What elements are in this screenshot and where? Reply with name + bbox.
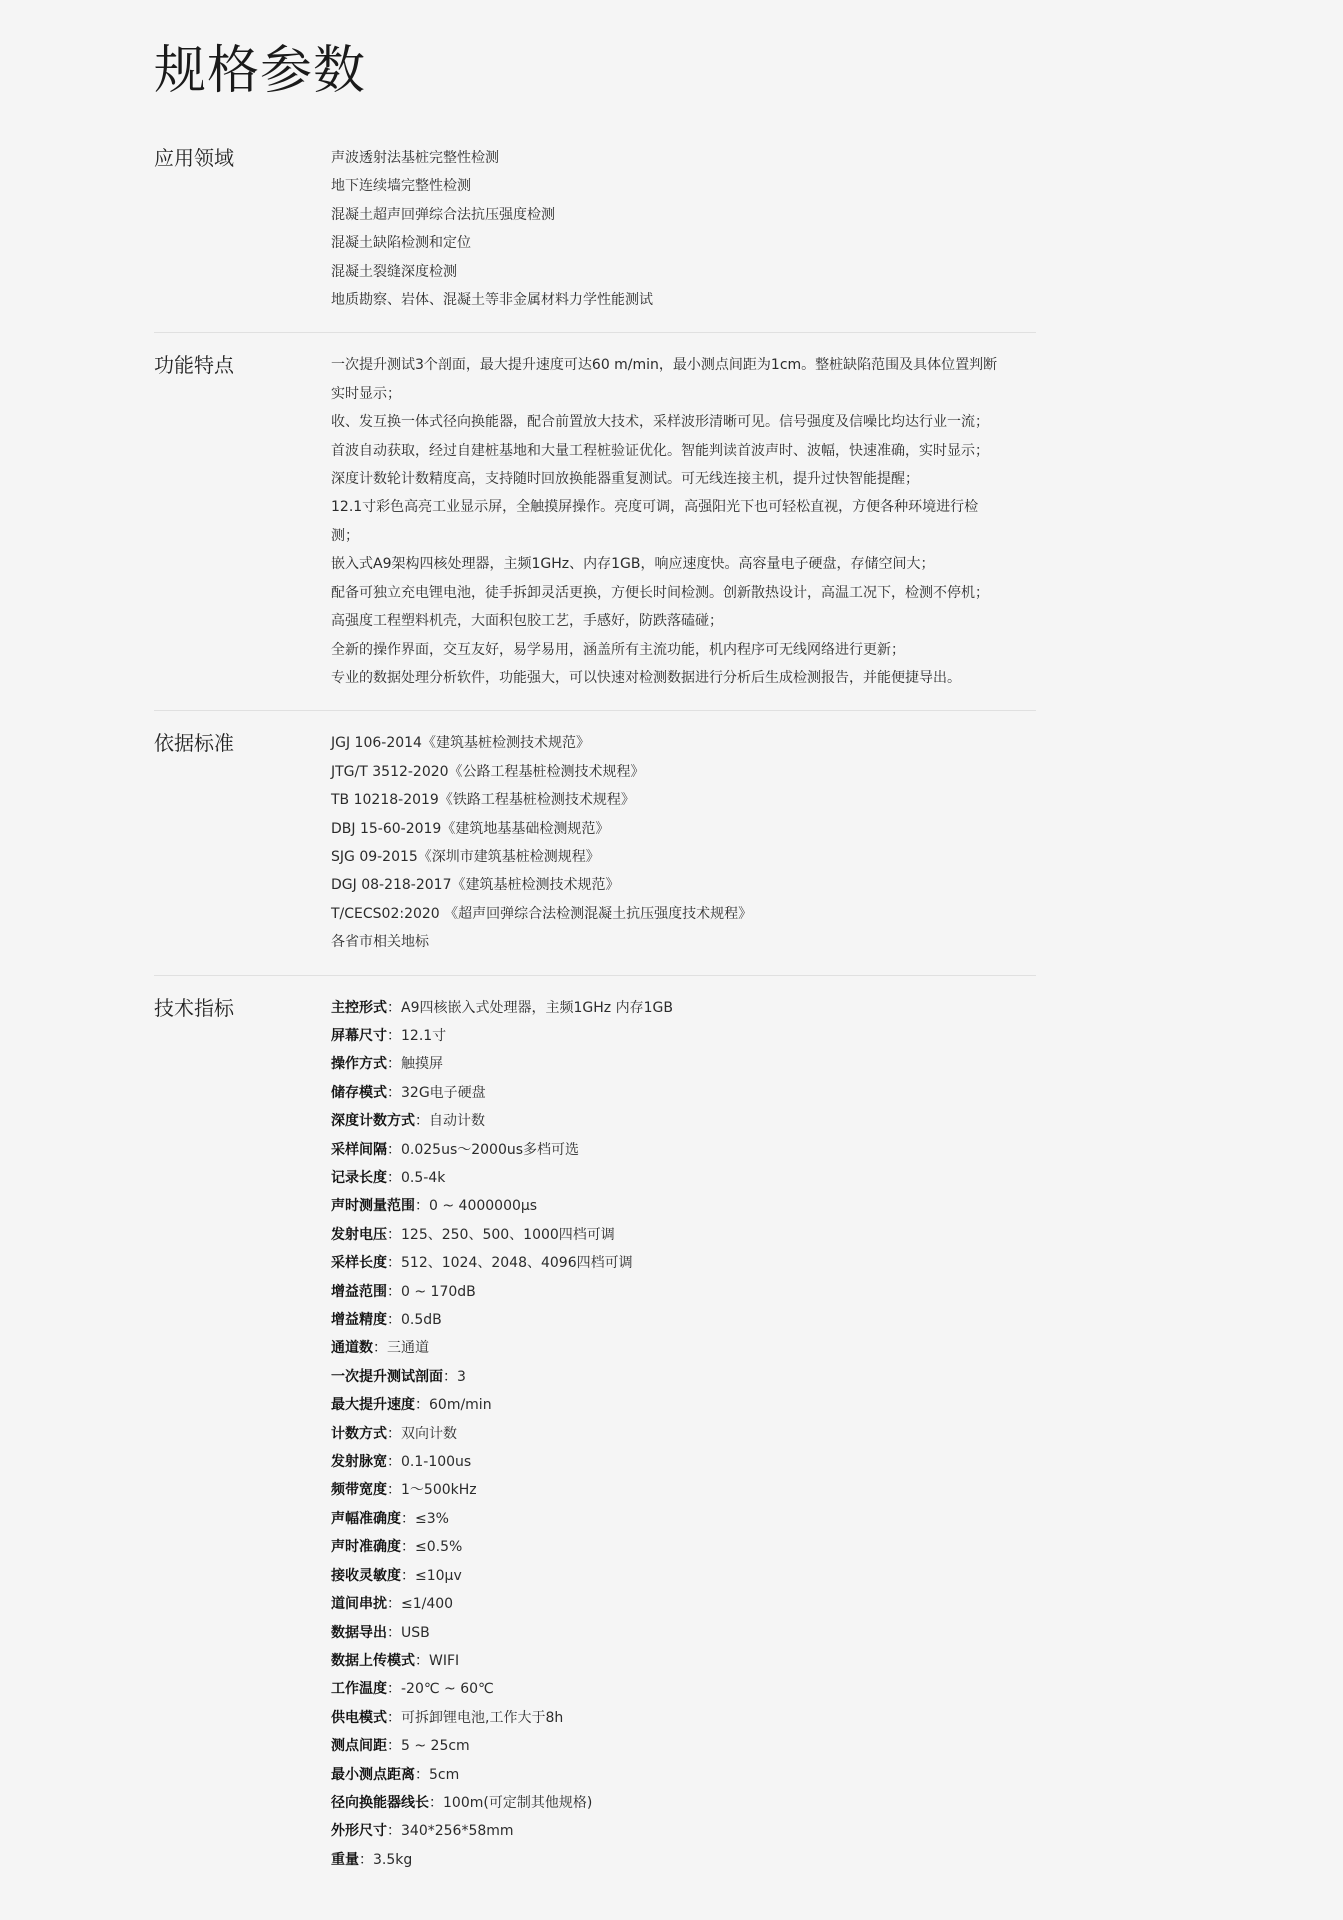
spec-separator: ： bbox=[387, 1624, 401, 1641]
spec-value: 3 bbox=[457, 1368, 466, 1385]
feature-line: 首波自动获取，经过自建桩基地和大量工程桩验证优化。智能判读首波声时、波幅，快速准确，实时显示； bbox=[331, 442, 989, 459]
spec-value: 125、250、500、1000四档可调 bbox=[401, 1226, 615, 1243]
spec-key: 发射脉宽 bbox=[331, 1454, 387, 1471]
spec-separator: ： bbox=[359, 1851, 373, 1868]
spec-separator: ： bbox=[387, 1738, 401, 1755]
spec-separator: ： bbox=[387, 1425, 401, 1442]
spec-key: 最大提升速度 bbox=[331, 1397, 415, 1414]
spec-row bbox=[331, 1334, 1036, 1362]
spec-key: 接收灵敏度 bbox=[331, 1567, 401, 1584]
spec-separator: ： bbox=[415, 1198, 429, 1215]
spec-value: -20℃ ~ 60℃ bbox=[401, 1681, 494, 1698]
spec-value: 可拆卸锂电池,工作大于8h bbox=[401, 1709, 564, 1726]
spec-value: 5cm bbox=[429, 1766, 460, 1783]
spec-key: 采样长度 bbox=[331, 1255, 387, 1272]
spec-separator: ： bbox=[387, 1454, 401, 1471]
spec-value: 32G电子硬盘 bbox=[401, 1084, 486, 1101]
spec-row bbox=[331, 1562, 1036, 1590]
feature-line: 嵌入式A9架构四核处理器，主频1GHz、内存1GB，响应速度快。高容量电子硬盘，存储空间大； bbox=[331, 556, 935, 573]
spec-value: 5 ~ 25cm bbox=[401, 1738, 470, 1755]
spec-value: 双向计数 bbox=[401, 1425, 457, 1442]
spec-separator: ： bbox=[415, 1652, 429, 1669]
spec-row bbox=[331, 1533, 1036, 1561]
spec-value: ≤0.5% bbox=[415, 1539, 463, 1556]
spec-row bbox=[331, 1505, 1036, 1533]
feature-line: 配备可独立充电锂电池，徒手拆卸灵活更换，方便长时间检测。创新散热设计，高温工况下，检测不停机； bbox=[331, 584, 989, 601]
spec-key: 屏幕尺寸 bbox=[331, 1027, 387, 1044]
spec-value: 1～500kHz bbox=[401, 1482, 477, 1499]
application-item: 混凝土超声回弹综合法抗压强度检测 bbox=[331, 206, 555, 223]
spec-key: 一次提升测试剖面 bbox=[331, 1368, 443, 1385]
section-applications bbox=[154, 143, 1036, 333]
spec-key: 主控形式 bbox=[331, 999, 387, 1016]
spec-value: 340*256*58mm bbox=[401, 1823, 514, 1840]
spec-value: 0.1-100us bbox=[401, 1454, 472, 1471]
feature-line: 收、发互换一体式径向换能器，配合前置放大技术，采样波形清晰可见。信号强度及信噪比均达行业一流； bbox=[331, 414, 989, 431]
feature-line: 测； bbox=[331, 527, 359, 544]
spec-key: 增益精度 bbox=[331, 1312, 387, 1329]
spec-separator: ： bbox=[387, 1056, 401, 1073]
spec-row bbox=[331, 1476, 1036, 1504]
spec-value: 3.5kg bbox=[373, 1851, 413, 1868]
spec-separator: ： bbox=[387, 999, 401, 1016]
section-standards bbox=[154, 728, 1036, 975]
spec-key: 储存模式 bbox=[331, 1084, 387, 1101]
spec-row bbox=[331, 1306, 1036, 1334]
spec-key: 通道数 bbox=[331, 1340, 373, 1357]
spec-value: WIFI bbox=[429, 1652, 460, 1669]
standard-list bbox=[331, 728, 1036, 956]
spec-row bbox=[331, 1420, 1036, 1448]
spec-separator: ： bbox=[387, 1170, 401, 1186]
application-list bbox=[331, 143, 1036, 314]
spec-row bbox=[331, 1022, 1036, 1050]
application-item: 混凝土缺陷检测和定位 bbox=[331, 235, 471, 252]
spec-row bbox=[331, 1136, 1036, 1164]
spec-key: 采样间隔 bbox=[331, 1141, 387, 1158]
spec-row bbox=[331, 1761, 1036, 1789]
spec-value: 0.5-4k bbox=[401, 1170, 446, 1186]
spec-value: 0 ~ 4000000μs bbox=[429, 1198, 538, 1215]
standard-item: DBJ 15-60-2019《建筑地基基础检测规范》 bbox=[331, 820, 610, 837]
spec-separator: ： bbox=[387, 1482, 401, 1499]
spec-key: 数据导出 bbox=[331, 1624, 387, 1641]
spec-value: ≤1/400 bbox=[401, 1596, 454, 1613]
spec-row bbox=[331, 1817, 1036, 1845]
spec-row bbox=[331, 1391, 1036, 1419]
spec-key: 测点间距 bbox=[331, 1738, 387, 1755]
feature-line: 一次提升测试3个剖面，最大提升速度可达60 m/min，最小测点间距为1cm。整桩缺陷范围及具体位置判断 bbox=[331, 357, 998, 374]
spec-key: 外形尺寸 bbox=[331, 1823, 387, 1840]
standard-item: SJG 09-2015《深圳市建筑基桩检测规程》 bbox=[331, 848, 600, 865]
standard-item: T/CECS02:2020 《超声回弹综合法检测混凝土抗压强度技术规程》 bbox=[331, 905, 753, 922]
spec-separator: ： bbox=[373, 1340, 387, 1357]
spec-key: 操作方式 bbox=[331, 1056, 387, 1073]
application-item: 混凝土裂缝深度检测 bbox=[331, 263, 457, 280]
standard-item: TB 10218-2019《铁路工程基桩检测技术规程》 bbox=[331, 792, 635, 809]
spec-value: ≤10μv bbox=[415, 1567, 462, 1584]
standard-item: 各省市相关地标 bbox=[331, 934, 429, 951]
standard-item: JGJ 106-2014《建筑基桩检测技术规范》 bbox=[331, 735, 590, 752]
spec-separator: ： bbox=[387, 1255, 401, 1272]
spec-separator: ： bbox=[387, 1596, 401, 1613]
section-features bbox=[154, 350, 1036, 711]
spec-key: 声时测量范围 bbox=[331, 1198, 415, 1215]
spec-value: 12.1寸 bbox=[401, 1027, 447, 1044]
spec-sections bbox=[154, 143, 1036, 1909]
spec-row bbox=[331, 1590, 1036, 1618]
spec-separator: ： bbox=[387, 1709, 401, 1726]
spec-row bbox=[331, 1221, 1036, 1249]
feature-line: 12.1寸彩色高亮工业显示屏，全触摸屏操作。亮度可调，高强阳光下也可轻松直视，方便各种环境进行检 bbox=[331, 499, 979, 516]
section-label: 依据标准 bbox=[154, 731, 234, 756]
feature-line: 深度计数轮计数精度高，支持随时回放换能器重复测试。可无线连接主机，提升过快智能提醒； bbox=[331, 471, 919, 488]
feature-list bbox=[331, 350, 1036, 692]
spec-value: ≤3% bbox=[415, 1510, 449, 1527]
standard-item: DGJ 08-218-2017《建筑基桩检测技术规范》 bbox=[331, 877, 620, 894]
spec-separator: ： bbox=[387, 1283, 401, 1300]
spec-separator: ： bbox=[401, 1539, 415, 1556]
spec-key: 供电模式 bbox=[331, 1709, 387, 1726]
feature-line: 高强度工程塑料机壳，大面积包胶工艺，手感好，防跌落磕碰； bbox=[331, 613, 723, 630]
spec-list bbox=[331, 993, 1036, 1875]
spec-key: 频带宽度 bbox=[331, 1482, 387, 1499]
spec-separator: ： bbox=[415, 1766, 429, 1783]
page-title: 规格参数 bbox=[154, 41, 367, 101]
spec-row bbox=[331, 1647, 1036, 1675]
spec-value: 自动计数 bbox=[429, 1113, 485, 1130]
spec-row bbox=[331, 1192, 1036, 1220]
section-specs bbox=[154, 993, 1036, 1893]
application-item: 声波透射法基桩完整性检测 bbox=[331, 150, 499, 166]
spec-separator: ： bbox=[387, 1226, 401, 1243]
spec-separator: ： bbox=[415, 1397, 429, 1414]
spec-value: 0.5dB bbox=[401, 1312, 442, 1329]
spec-row bbox=[331, 994, 1036, 1022]
spec-row bbox=[331, 1675, 1036, 1703]
spec-separator: ： bbox=[429, 1794, 443, 1811]
application-item: 地质勘察、岩体、混凝土等非金属材料力学性能测试 bbox=[331, 292, 653, 309]
spec-key: 道间串扰 bbox=[331, 1596, 387, 1613]
spec-row bbox=[331, 1732, 1036, 1760]
spec-row bbox=[331, 1079, 1036, 1107]
spec-key: 声幅准确度 bbox=[331, 1510, 401, 1527]
spec-row bbox=[331, 1363, 1036, 1391]
spec-value: USB bbox=[401, 1624, 430, 1641]
spec-separator: ： bbox=[387, 1681, 401, 1698]
spec-row bbox=[331, 1448, 1036, 1476]
spec-separator: ： bbox=[401, 1510, 415, 1527]
spec-key: 径向换能器线长 bbox=[331, 1794, 429, 1811]
spec-row bbox=[331, 1050, 1036, 1078]
spec-row bbox=[331, 1278, 1036, 1306]
application-item: 地下连续墙完整性检测 bbox=[331, 178, 471, 195]
standard-item: JTG/T 3512-2020《公路工程基桩检测技术规程》 bbox=[331, 763, 645, 780]
spec-value: 100m(可定制其他规格) bbox=[443, 1794, 593, 1811]
spec-key: 增益范围 bbox=[331, 1283, 387, 1300]
spec-row bbox=[331, 1846, 1036, 1874]
spec-key: 深度计数方式 bbox=[331, 1113, 415, 1130]
spec-row bbox=[331, 1164, 1036, 1192]
section-label: 技术指标 bbox=[154, 995, 234, 1020]
spec-key: 声时准确度 bbox=[331, 1539, 401, 1556]
feature-line: 专业的数据处理分析软件，功能强大，可以快速对检测数据进行分析后生成检测报告，并能便捷导出。 bbox=[331, 669, 961, 686]
spec-key: 工作温度 bbox=[331, 1681, 387, 1698]
spec-key: 发射电压 bbox=[331, 1226, 387, 1243]
spec-row bbox=[331, 1107, 1036, 1135]
spec-value: 0 ~ 170dB bbox=[401, 1283, 476, 1300]
spec-value: 512、1024、2048、4096四档可调 bbox=[401, 1255, 633, 1272]
spec-value: 三通道 bbox=[387, 1340, 429, 1357]
spec-row bbox=[331, 1619, 1036, 1647]
spec-key: 最小测点距离 bbox=[331, 1766, 415, 1783]
spec-separator: ： bbox=[387, 1027, 401, 1044]
spec-separator: ： bbox=[443, 1368, 457, 1385]
spec-separator: ： bbox=[387, 1312, 401, 1329]
spec-key: 计数方式 bbox=[331, 1425, 387, 1442]
spec-key: 记录长度 bbox=[331, 1170, 387, 1186]
spec-value: 触摸屏 bbox=[401, 1056, 443, 1073]
spec-value: A9四核嵌入式处理器，主频1GHz 内存1GB bbox=[401, 999, 673, 1016]
spec-row bbox=[331, 1249, 1036, 1277]
spec-row bbox=[331, 1789, 1036, 1817]
section-label: 应用领域 bbox=[154, 146, 234, 170]
spec-value: 60m/min bbox=[429, 1397, 492, 1414]
spec-key: 重量 bbox=[331, 1851, 359, 1868]
section-label: 功能特点 bbox=[154, 353, 234, 378]
spec-key: 数据上传模式 bbox=[331, 1652, 415, 1669]
feature-line: 实时显示； bbox=[331, 385, 401, 402]
spec-separator: ： bbox=[415, 1113, 429, 1130]
spec-separator: ： bbox=[401, 1567, 415, 1584]
spec-row bbox=[331, 1704, 1036, 1732]
spec-separator: ： bbox=[387, 1823, 401, 1840]
spec-value: 0.025us～2000us多档可选 bbox=[401, 1141, 580, 1158]
feature-line: 全新的操作界面，交互友好，易学易用，涵盖所有主流功能，机内程序可无线网络进行更新； bbox=[331, 641, 905, 658]
spec-separator: ： bbox=[387, 1141, 401, 1158]
spec-separator: ： bbox=[387, 1084, 401, 1101]
